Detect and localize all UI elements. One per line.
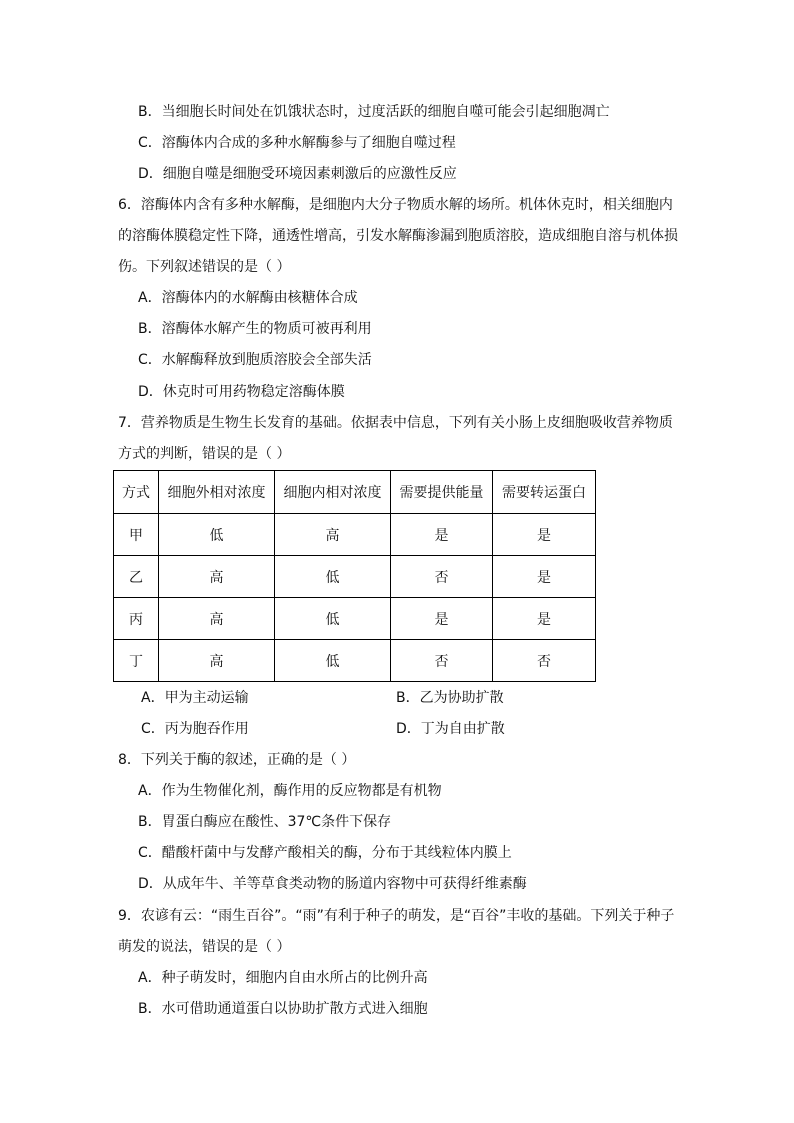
table-header-row: [114, 471, 596, 514]
table-cell: 高: [159, 640, 275, 682]
q7-option-b: B．乙为协助扩散: [396, 690, 504, 706]
table-cell: 低: [275, 556, 391, 598]
table-cell: 高: [159, 598, 275, 640]
table-header-cell: 需要提供能量: [391, 471, 493, 514]
q6-option-c: C．水解酶释放到胞质溶胶会全部失活: [138, 352, 372, 368]
q7-stem-line-2: 方式的判断，错误的是（ ）: [118, 446, 291, 462]
q8-option-a: A．作为生物催化剂，酶作用的反应物都是有机物: [138, 783, 442, 799]
q7-option-c: C．丙为胞吞作用: [141, 721, 249, 737]
q6-stem-line-3: 伤。下列叙述错误的是（ ）: [118, 259, 291, 275]
table-row: [114, 640, 596, 682]
table-header-cell: 方式: [114, 471, 159, 514]
table-cell: 低: [275, 598, 391, 640]
q9-option-b: B．水可借助通道蛋白以协助扩散方式进入细胞: [138, 1001, 428, 1017]
q5-option-c: C．溶酶体内合成的多种水解酶参与了细胞自噬过程: [138, 135, 456, 151]
table-header-cell: 细胞外相对浓度: [159, 471, 275, 514]
table-row: [114, 514, 596, 556]
table-cell: 否: [391, 556, 493, 598]
q5-option-d: D．细胞自噬是细胞受环境因素刺激后的应激性反应: [138, 166, 457, 182]
q9-stem-line-1: 9．农谚有云：“雨生百谷”。“雨”有利于种子的萌发，是“百谷”丰收的基础。下列关于种子: [118, 908, 675, 924]
table-row: [114, 556, 596, 598]
q8-stem: 8．下列关于酶的叙述，正确的是（ ）: [118, 752, 356, 768]
table-cell: 是: [391, 598, 493, 640]
table-cell: 否: [391, 640, 493, 682]
q6-option-b: B．溶酶体水解产生的物质可被再利用: [138, 321, 372, 337]
table-cell: 高: [275, 514, 391, 556]
q6-option-d: D．休克时可用药物稳定溶酶体膜: [138, 384, 345, 400]
q7-option-d: D．丁为自由扩散: [396, 721, 505, 737]
q7-option-a: A．甲为主动运输: [141, 690, 249, 706]
table-header-cell: 需要转运蛋白: [493, 471, 596, 514]
q7-stem-line-1: 7．营养物质是生物生长发育的基础。依据表中信息，下列有关小肠上皮细胞吸收营养物质: [118, 415, 673, 431]
table-cell: 是: [391, 514, 493, 556]
table-row: [114, 598, 596, 640]
table-cell: 丙: [114, 598, 159, 640]
table-cell: 丁: [114, 640, 159, 682]
table-cell: 低: [159, 514, 275, 556]
table-cell: 是: [493, 556, 596, 598]
table-cell: 低: [275, 640, 391, 682]
q6-option-a: A．溶酶体内的水解酶由核糖体合成: [138, 290, 358, 306]
q8-option-d: D．从成年牛、羊等草食类动物的肠道内容物中可获得纤维素酶: [138, 876, 527, 892]
table-cell: 否: [493, 640, 596, 682]
table-header-cell: 细胞内相对浓度: [275, 471, 391, 514]
q5-option-b: B．当细胞长时间处在饥饿状态时，过度活跃的细胞自噬可能会引起细胞凋亡: [138, 104, 610, 120]
table-cell: 是: [493, 514, 596, 556]
q9-option-a: A．种子萌发时，细胞内自由水所占的比例升高: [138, 970, 428, 986]
transport-table: [113, 470, 596, 682]
table-cell: 高: [159, 556, 275, 598]
table-cell: 乙: [114, 556, 159, 598]
q9-stem-line-2: 萌发的说法，错误的是（ ）: [118, 939, 291, 955]
q6-stem-line-2: 的溶酶体膜稳定性下降，通透性增高，引发水解酶渗漏到胞质溶胶，造成细胞自溶与机体损: [118, 228, 678, 244]
q8-option-c: C．醋酸杆菌中与发酵产酸相关的酶，分布于其线粒体内膜上: [138, 845, 512, 861]
q8-option-b: B．胃蛋白酶应在酸性、37℃条件下保存: [138, 814, 392, 830]
q6-stem-line-1: 6．溶酶体内含有多种水解酶，是细胞内大分子物质水解的场所。机体休克时，相关细胞内: [118, 197, 673, 213]
table-cell: 是: [493, 598, 596, 640]
table-cell: 甲: [114, 514, 159, 556]
